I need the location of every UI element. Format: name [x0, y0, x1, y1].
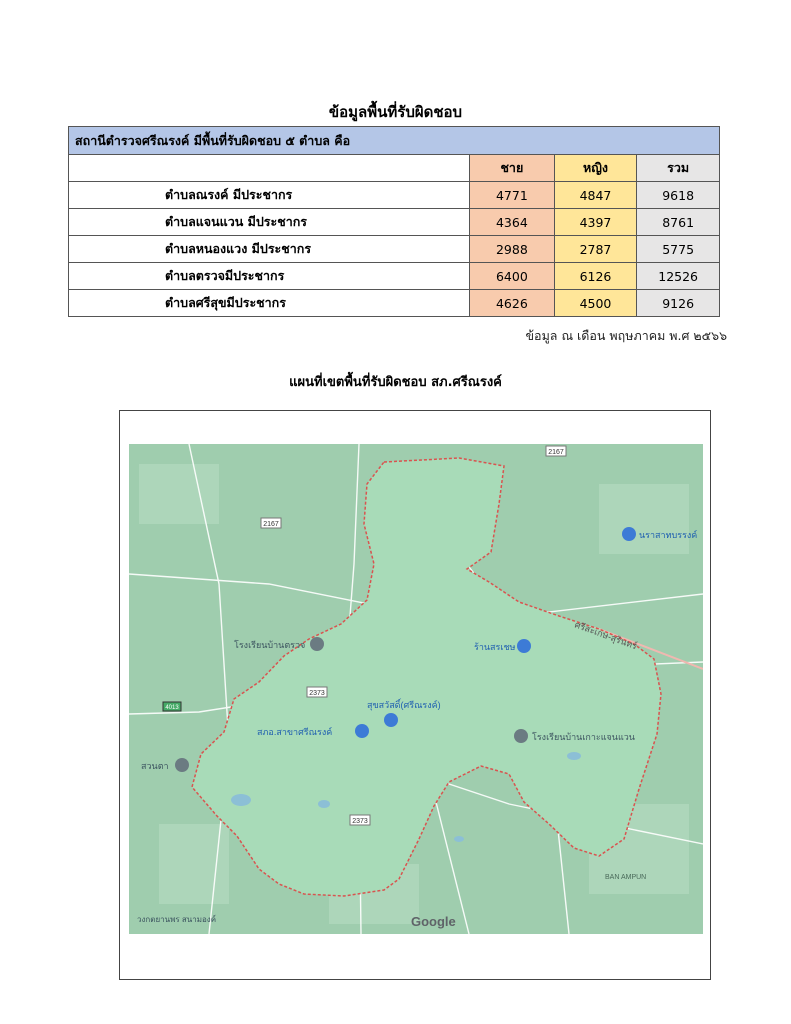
header-male: ชาย [470, 155, 555, 182]
svg-text:4013: 4013 [165, 705, 179, 711]
table-row [69, 236, 720, 263]
row-male: 2988 [470, 236, 555, 263]
table-row [69, 263, 720, 290]
table-caption-row [69, 127, 720, 155]
village-label: BAN AMPUN [605, 874, 647, 881]
svg-text:โรงเรียนบ้านเกาะแจนแวน: โรงเรียนบ้านเกาะแจนแวน [532, 732, 635, 742]
svg-text:2167: 2167 [548, 449, 564, 456]
row-total: 5775 [637, 236, 720, 263]
row-total: 8761 [637, 209, 720, 236]
road-badge-2167-top [546, 446, 566, 456]
header-blank [69, 155, 470, 182]
row-label: ตำบลแจนแวน มีประชากร [69, 209, 470, 236]
area-map[interactable] [129, 444, 703, 934]
svg-text:นราสาทบรรงค์: นราสาทบรรงค์ [639, 530, 698, 540]
bottom-left-label: วงกตยานพร สนามองค์ [137, 915, 217, 924]
row-female: 2787 [554, 236, 637, 263]
row-male: 4626 [470, 290, 555, 317]
road-badge-4013 [163, 702, 181, 711]
table-row [69, 182, 720, 209]
svg-text:สภอ.สาขาศรีณรงค์: สภอ.สาขาศรีณรงค์ [257, 727, 333, 737]
row-label: ตำบลตรวจมีประชากร [69, 263, 470, 290]
row-male: 4771 [470, 182, 555, 209]
row-female: 6126 [554, 263, 637, 290]
svg-text:2373: 2373 [352, 818, 368, 825]
row-female: 4847 [554, 182, 637, 209]
highway-label: ศรีสะเกษ-สุรินทร์ [573, 619, 639, 652]
row-male: 4364 [470, 209, 555, 236]
header-female: หญิง [554, 155, 637, 182]
map-title: แผนที่เขตพื้นที่รับผิดชอบ สภ.ศรีณรงค์ [289, 375, 502, 390]
row-label: ตำบลศรีสุขมีประชากร [69, 290, 470, 317]
map-pin-temple[interactable] [622, 527, 697, 541]
header-total: รวม [637, 155, 720, 182]
road-badge-2373-mid [307, 687, 327, 697]
population-table [68, 126, 720, 317]
row-label: ตำบลณรงค์ มีประชากร [69, 182, 470, 209]
table-row [69, 290, 720, 317]
row-male: 6400 [470, 263, 555, 290]
table-caption: สถานีตำรวจศรีณรงค์ มีพื้นที่รับผิดชอบ ๕ ตำบล คือ [69, 127, 720, 155]
row-female: 4397 [554, 209, 637, 236]
map-pin-school-jan[interactable] [514, 729, 635, 743]
table-row [69, 209, 720, 236]
source-note: ข้อมูล ณ เดือน พฤษภาคม พ.ศ ๒๕๖๖ [525, 328, 727, 343]
svg-text:สุขสวัสดิ์(ศรีณรงค์): สุขสวัสดิ์(ศรีณรงค์) [367, 700, 441, 710]
row-label: ตำบลหนองแวง มีประชากร [69, 236, 470, 263]
svg-text:2373: 2373 [309, 690, 325, 697]
table-header-row [69, 155, 720, 182]
google-watermark: Google [411, 914, 456, 929]
map-pin-park[interactable] [141, 758, 189, 772]
svg-text:2167: 2167 [263, 521, 279, 528]
row-female: 4500 [554, 290, 637, 317]
map-pin-shop[interactable] [474, 639, 531, 653]
svg-text:สวนตา: สวนตา [141, 761, 169, 771]
svg-text:โรงเรียนบ้านตรวจ: โรงเรียนบ้านตรวจ [234, 640, 306, 650]
row-total: 9618 [637, 182, 720, 209]
page-heading: ข้อมูลพื้นที่รับผิดชอบ [328, 103, 463, 121]
row-total: 9126 [637, 290, 720, 317]
road-badge-2167-left [261, 518, 281, 528]
row-total: 12526 [637, 263, 720, 290]
road-badge-2373-bottom [350, 815, 370, 825]
svg-text:ร้านสรเชษ: ร้านสรเชษ [474, 642, 516, 652]
